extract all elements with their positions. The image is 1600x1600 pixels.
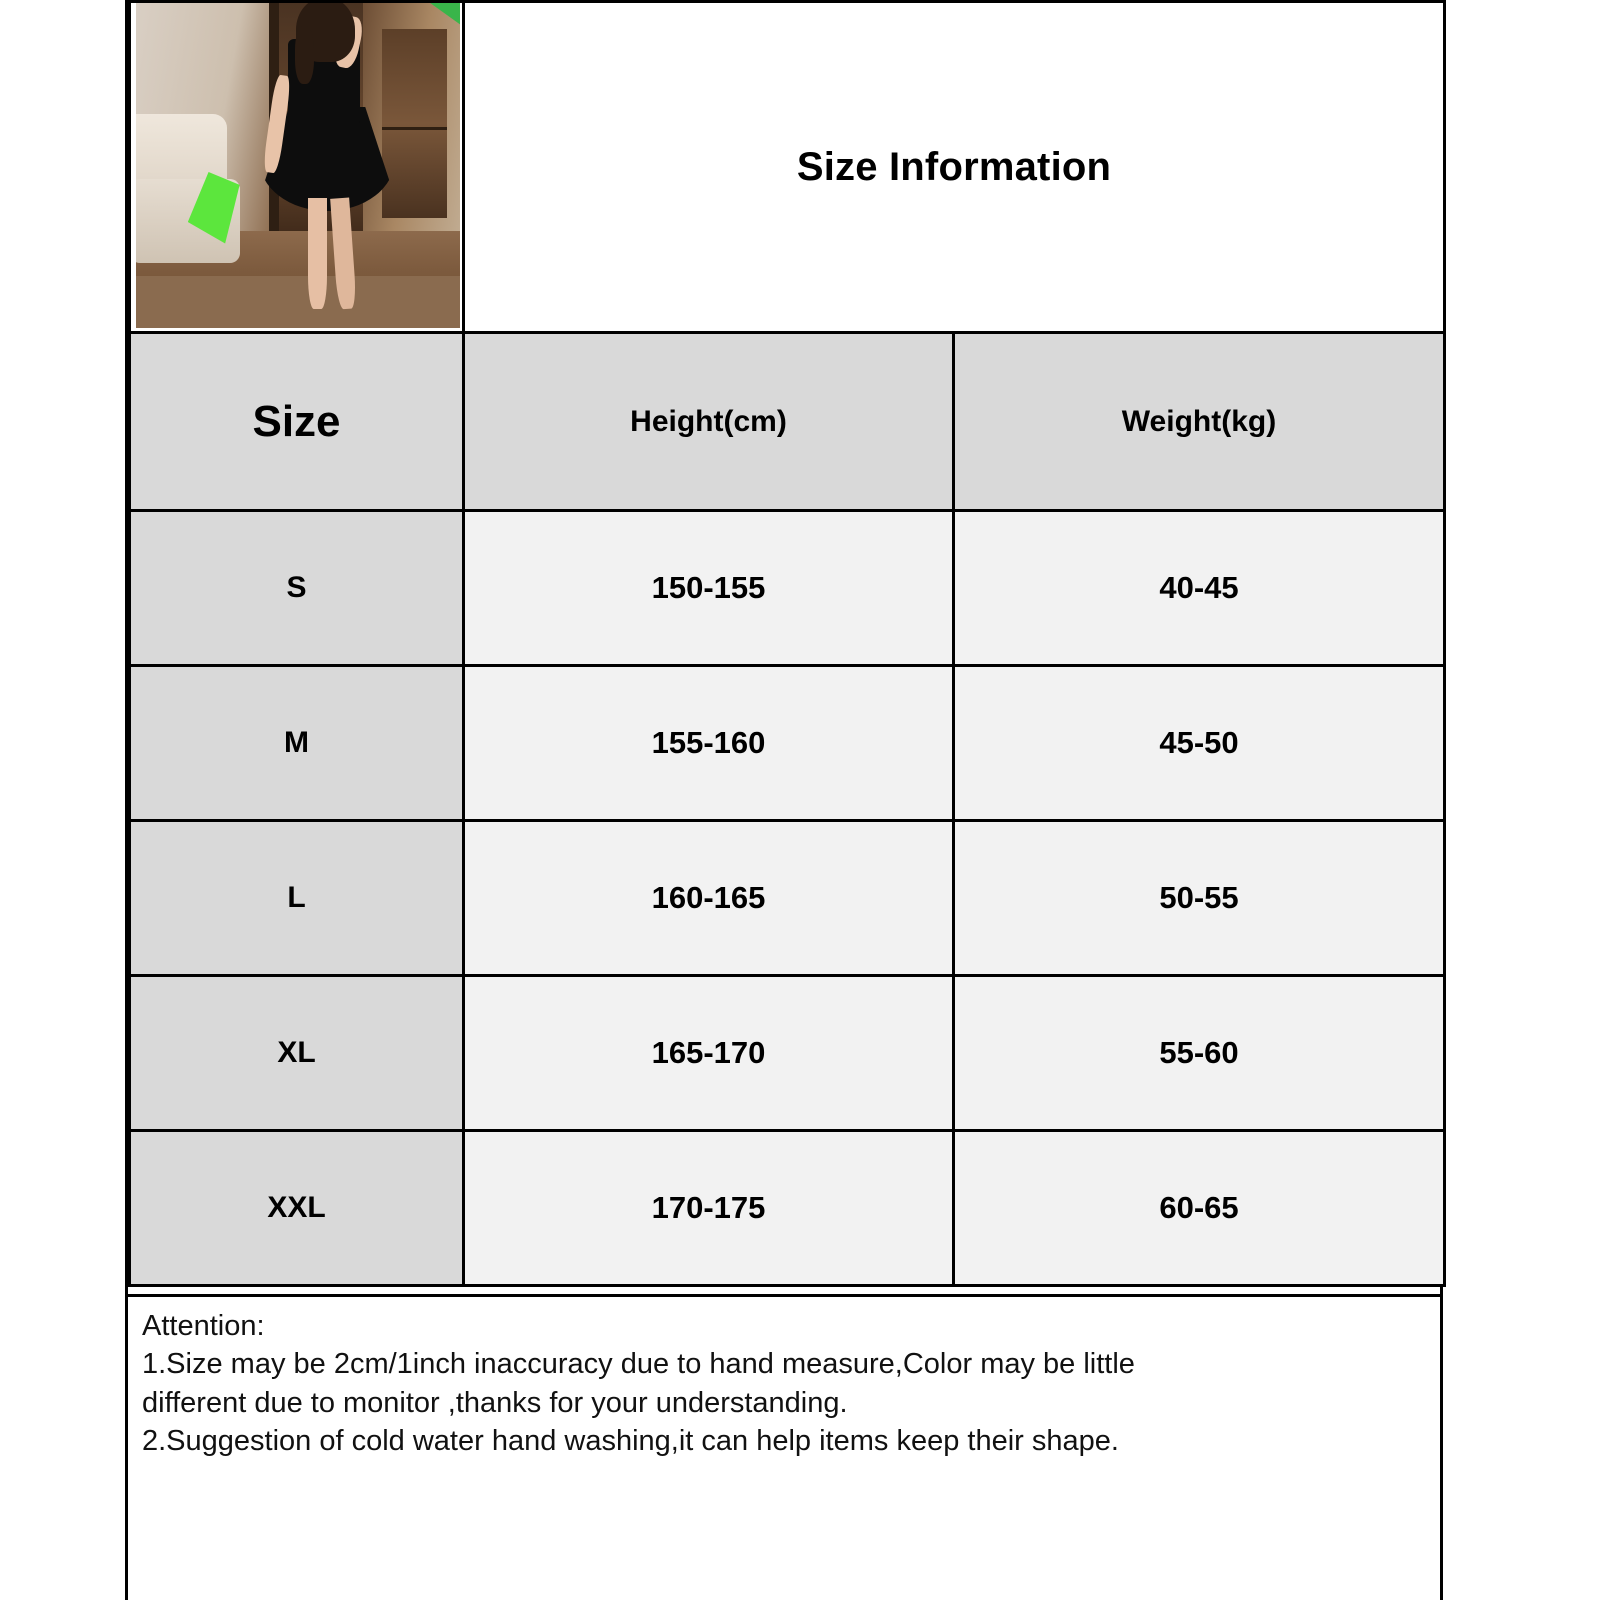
table-row (130, 1131, 1445, 1286)
column-header-height (464, 333, 954, 511)
page-title-cell (464, 2, 1445, 333)
column-header-size-label: Size (252, 396, 341, 446)
column-header-height-label: Height(cm) (630, 404, 787, 438)
cell-height: 150-155 (464, 511, 954, 666)
column-header-size (130, 333, 464, 511)
photo-rug (136, 276, 460, 328)
product-photo-cell (130, 2, 464, 333)
cell-size: L (130, 821, 464, 976)
column-header-weight (954, 333, 1445, 511)
attention-heading: Attention: (142, 1310, 265, 1342)
photo-model-hair-strand (295, 26, 314, 85)
size-chart-sheet (125, 0, 1443, 1600)
cell-height: 165-170 (464, 976, 954, 1131)
table-row (130, 666, 1445, 821)
column-header-weight-label: Weight(kg) (1121, 404, 1277, 438)
photo-cabinet-shelf-line (382, 127, 447, 130)
cell-weight: 45-50 (954, 666, 1445, 821)
cell-height: 170-175 (464, 1131, 954, 1286)
attention-line-1: 1.Size may be 2cm/1inch inaccuracy due to hand measure,Color may be little (142, 1348, 1135, 1381)
cell-weight: 50-55 (954, 821, 1445, 976)
attention-line-3: 2.Suggestion of cold water hand washing,it can help items keep their shape. (142, 1424, 1119, 1457)
attention-line-2: different due to monitor ,thanks for your understanding. (142, 1386, 848, 1419)
cell-size: XXL (130, 1131, 464, 1286)
cell-height: 160-165 (464, 821, 954, 976)
cell-weight: 60-65 (954, 1131, 1445, 1286)
size-information-table (128, 0, 1446, 1287)
table-header-row (130, 333, 1445, 511)
product-photo (136, 3, 460, 328)
cell-weight: 40-45 (954, 511, 1445, 666)
table-row (130, 821, 1445, 976)
cell-size: XL (130, 976, 464, 1131)
attention-block (128, 1294, 1440, 1600)
cell-weight: 55-60 (954, 976, 1445, 1131)
cell-size: M (130, 666, 464, 821)
page-title: Size Information (796, 144, 1112, 189)
cell-height: 155-160 (464, 666, 954, 821)
table-row (130, 511, 1445, 666)
table-row (130, 976, 1445, 1131)
photo-cabinet (382, 29, 447, 218)
cell-size: S (130, 511, 464, 666)
photo-model-leg-left (308, 198, 327, 309)
table-row-header-banner (130, 2, 1445, 333)
